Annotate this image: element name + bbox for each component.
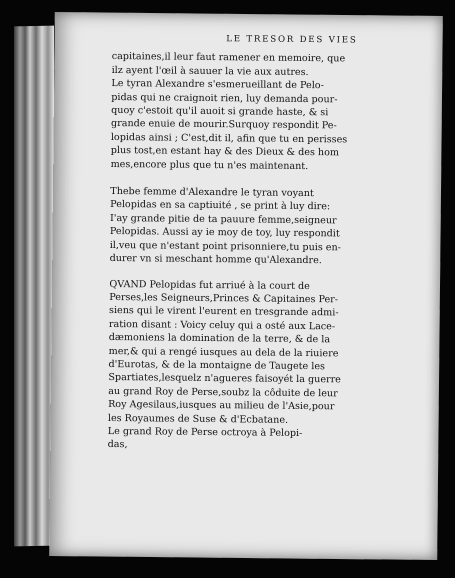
text-line: au grand Roy de Perse,soubz la côduite de leur [108,385,338,400]
text-line: I'ay grande pitie de ta pauure femme,seigneur [109,212,337,227]
text-line: quoy c'estoit qu'il auoit si grande haste, & si [111,105,329,119]
running-head: LE TRESOR DES VIES [226,34,358,46]
text-line: Pelopidas en sa captiuité , se print à luy dire: [110,199,331,213]
text-line: d'Eurotas, & de la montaigne de Taugete les [108,358,326,373]
text-line: siens qui le virent l'eurent en tresgrande admi- [109,305,339,319]
text-line: Le tyran Alexandre s'esmerueillant de Pelo- [111,78,324,92]
paragraph-2 [111,77,432,174]
text-line: ilz ayent l'œil à sauuer la vie aux autres. [111,64,309,78]
page-edges [14,26,54,547]
text-line: plus tost,en estant hay & des Dieux & des hom [110,145,340,159]
paragraph-4 [108,277,430,455]
text-line: Spartiates,lesquelz n'agueres faisoyét la guerre [108,372,341,386]
page-text [108,32,432,455]
text-line: Pelopidas. Aussi ay ie moy de toy, luy respondit [109,226,340,240]
paragraph-3 [110,185,431,269]
paragraph-1 [112,50,432,80]
text-line: durer vn si meschant homme qu'Alexandre. [109,253,322,267]
text-line: capitaines,il leur faut ramener en memoire, que [111,51,346,65]
text-line: QVAND Pelopidas fut arriué à la court de [109,278,310,292]
text-line: pidas qui ne craignoit rien, luy demanda pour- [111,91,338,105]
text-line: Thebe femme d'Alexandre le tyran voyant [110,186,314,200]
text-line: mes,encore plus que tu n'es maintenant. [110,158,309,172]
text-line: Le grand Roy de Perse octroya à Pelopi- [107,425,303,439]
text-line: les Royaumes de Suse & d'Ecbatane. [107,412,289,426]
text-line: dæmoniens la domination de la terre, & de la [108,332,331,346]
text-line: Roy Agesilaus,iusques au milieu de l'Asie,pour [108,399,335,413]
text-line: Perses,les Seigneurs,Princes & Capitaines Per- [109,291,339,306]
text-line: grande enuie de mourir.Surquoy respondit Pe- [110,118,337,132]
text-line: lopidas ainsi ; C'est,dit il, afin que tu en perisses [110,131,348,146]
text-line: mer,& qui a rengé iusques au dela de la riuiere [108,345,339,359]
text-line: ration disant : Voicy celuy qui a osté aux Lace- [108,318,336,333]
text-line: das, [107,439,128,451]
text-line: il,veu que n'estant point prisonniere,tu puis en- [109,239,341,254]
